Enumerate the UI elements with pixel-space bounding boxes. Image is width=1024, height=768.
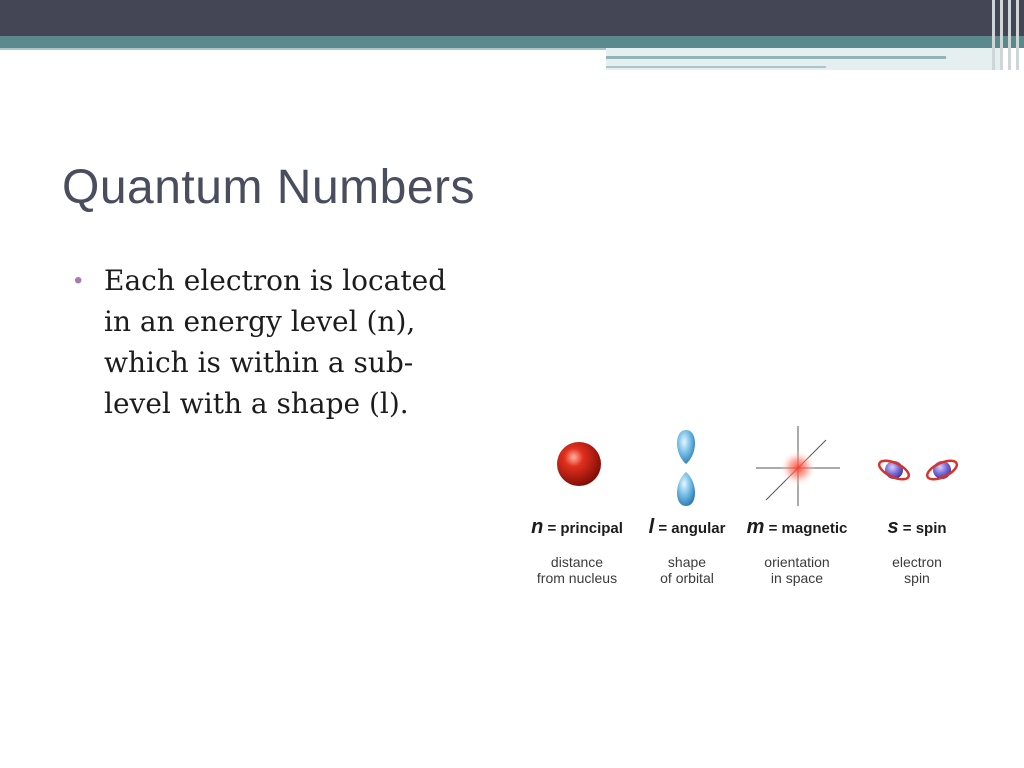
header-stripe bbox=[1016, 0, 1019, 70]
figure-desc-principal: distance from nucleus bbox=[536, 554, 618, 586]
header-bar bbox=[0, 0, 1024, 36]
figure-desc-magnetic: orientation in space bbox=[764, 554, 830, 586]
figure-item-angular bbox=[632, 420, 742, 600]
header-stripe bbox=[1000, 0, 1003, 70]
axes-orientation-icon bbox=[742, 420, 852, 516]
figure-item-magnetic bbox=[742, 420, 852, 600]
p-orbital-icon bbox=[632, 420, 742, 516]
figure-label-magnetic: m = magnetic bbox=[746, 516, 848, 538]
bullet-marker: • bbox=[74, 267, 83, 294]
header-stripe bbox=[1008, 0, 1011, 70]
bullet-text: Each electron is located in an energy level (n), which is within a sub- level with a shape (l). bbox=[104, 264, 447, 420]
bullet-list bbox=[74, 260, 474, 424]
header-step-line bbox=[606, 56, 946, 59]
figure-item-spin bbox=[862, 420, 972, 600]
header-stripe bbox=[992, 0, 995, 70]
figure-label-angular: l = angular bbox=[648, 516, 726, 538]
header-step-line-secondary bbox=[606, 66, 826, 68]
slide-title: Quantum Numbers bbox=[62, 161, 475, 214]
header-accent-band bbox=[0, 36, 1024, 48]
figure-desc-spin: electron spin bbox=[892, 554, 942, 586]
figure-label-principal: n = principal bbox=[531, 516, 623, 538]
figure-item-principal bbox=[522, 420, 632, 600]
red-sphere-icon bbox=[522, 420, 632, 516]
figure-desc-angular: shape of orbital bbox=[660, 554, 714, 586]
electron-spin-icon bbox=[862, 420, 972, 516]
quantum-numbers-figure bbox=[522, 420, 982, 600]
figure-label-spin: s = spin bbox=[887, 516, 947, 538]
